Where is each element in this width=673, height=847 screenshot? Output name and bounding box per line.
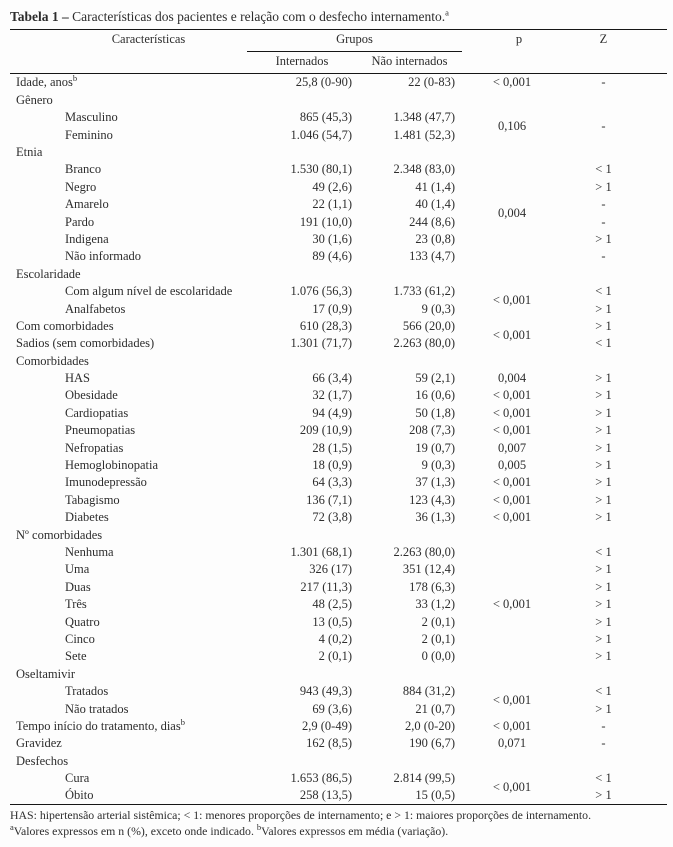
value-internados: 17 (0,9) bbox=[312, 301, 352, 316]
value-p: 0,005 bbox=[497, 458, 527, 473]
value-z: > 1 bbox=[595, 440, 612, 455]
value-p: 0,004 bbox=[497, 371, 527, 386]
value-nao-internados: 884 (31,2) bbox=[402, 684, 455, 699]
header-characteristics: Características bbox=[111, 32, 186, 46]
table-row bbox=[10, 231, 667, 248]
value-internados: 2 (0,1) bbox=[318, 649, 352, 664]
row-label: Tabagismo bbox=[65, 492, 120, 507]
row-label: Gravidez bbox=[16, 736, 62, 751]
table-row bbox=[10, 335, 667, 352]
value-z: > 1 bbox=[595, 579, 612, 594]
value-nao-internados: 1.348 (47,7) bbox=[393, 110, 455, 125]
table-row bbox=[10, 283, 667, 300]
value-internados: 25,8 (0-90) bbox=[295, 75, 352, 90]
table-row bbox=[10, 178, 667, 195]
table-row bbox=[10, 578, 667, 595]
row-label: Sete bbox=[65, 649, 87, 664]
value-p: 0,071 bbox=[497, 736, 527, 751]
value-internados: 1.301 (68,1) bbox=[290, 544, 352, 559]
section-label: Oseltamivir bbox=[16, 666, 76, 681]
row-label: Não informado bbox=[65, 249, 142, 264]
table-row bbox=[10, 213, 667, 230]
row-label: Masculino bbox=[65, 110, 118, 125]
row-label: Hemoglobinopatia bbox=[65, 458, 159, 473]
table-row bbox=[10, 370, 667, 387]
value-internados: 2,9 (0-49) bbox=[302, 718, 352, 733]
row-label: Sadios (sem comorbidades) bbox=[16, 336, 155, 351]
value-internados: 30 (1,6) bbox=[312, 231, 352, 246]
value-z: - bbox=[601, 249, 606, 264]
value-nao-internados: 23 (0,8) bbox=[415, 231, 455, 246]
section-label: Etnia bbox=[16, 145, 43, 159]
value-p: < 0,001 bbox=[492, 405, 532, 420]
table-body bbox=[10, 74, 667, 805]
value-z: > 1 bbox=[595, 179, 612, 194]
section-label: Comorbidades bbox=[16, 353, 89, 368]
value-p: < 0,001 bbox=[492, 475, 532, 490]
value-nao-internados: 21 (0,7) bbox=[415, 701, 455, 716]
value-internados: 28 (1,5) bbox=[312, 440, 352, 455]
value-internados: 18 (0,9) bbox=[312, 458, 352, 473]
section-label: Escolaridade bbox=[16, 266, 81, 281]
value-nao-internados: 9 (0,3) bbox=[421, 458, 455, 473]
table-row bbox=[10, 561, 667, 578]
table-row bbox=[10, 317, 667, 334]
row-label: Feminino bbox=[65, 127, 113, 142]
value-nao-internados: 0 (0,0) bbox=[421, 649, 455, 664]
section-label: Gênero bbox=[16, 92, 53, 107]
value-internados: 1.301 (71,7) bbox=[290, 336, 352, 351]
row-label: Cura bbox=[65, 771, 90, 786]
value-nao-internados: 2.263 (80,0) bbox=[393, 336, 455, 351]
value-z: < 1 bbox=[595, 162, 612, 177]
header-internados: Internados bbox=[275, 54, 329, 68]
value-nao-internados: 2 (0,1) bbox=[421, 614, 455, 629]
value-z: > 1 bbox=[595, 614, 612, 629]
value-z: > 1 bbox=[595, 423, 612, 438]
value-z: < 1 bbox=[595, 336, 612, 351]
row-label: Óbito bbox=[65, 788, 94, 803]
value-z: > 1 bbox=[595, 701, 612, 716]
footnote-superscript-b: b bbox=[256, 821, 262, 832]
row-label: Obesidade bbox=[65, 388, 118, 403]
value-z: - bbox=[601, 214, 606, 229]
value-z: > 1 bbox=[595, 231, 612, 246]
value-z: > 1 bbox=[595, 371, 612, 386]
section-label: Desfechos bbox=[16, 753, 69, 768]
table-row bbox=[10, 735, 667, 752]
table-row bbox=[10, 509, 667, 526]
value-internados: 22 (1,1) bbox=[312, 197, 352, 212]
value-internados: 1.653 (86,5) bbox=[290, 771, 352, 786]
value-z: > 1 bbox=[595, 649, 612, 664]
value-internados: 1.076 (56,3) bbox=[290, 284, 352, 299]
value-nao-internados: 37 (1,3) bbox=[415, 475, 455, 490]
footnotes bbox=[10, 808, 667, 839]
value-nao-internados: 40 (1,4) bbox=[415, 197, 455, 212]
row-label: Analfabetos bbox=[65, 301, 126, 316]
table-row bbox=[10, 544, 667, 561]
header-p: p bbox=[515, 32, 523, 46]
row-label: Quatro bbox=[65, 614, 100, 629]
value-internados: 1.046 (54,7) bbox=[290, 127, 352, 142]
value-internados: 191 (10,0) bbox=[299, 214, 352, 229]
value-p: < 0,001 bbox=[492, 597, 532, 612]
table-row bbox=[10, 248, 667, 265]
header-groups: Grupos bbox=[247, 30, 462, 52]
header-nao-internados: Não internados bbox=[371, 54, 448, 68]
value-internados: 209 (10,9) bbox=[299, 423, 352, 438]
table-row bbox=[10, 631, 667, 648]
value-z: > 1 bbox=[595, 492, 612, 507]
header-z: Z bbox=[599, 32, 608, 46]
table-row bbox=[10, 265, 667, 282]
value-internados: 48 (2,5) bbox=[312, 597, 352, 612]
table-row bbox=[10, 196, 667, 213]
value-p: < 0,001 bbox=[492, 692, 532, 707]
value-nao-internados: 33 (1,2) bbox=[415, 597, 455, 612]
row-label: Com algum nível de escolaridade bbox=[65, 284, 233, 299]
value-nao-internados: 9 (0,3) bbox=[421, 301, 455, 316]
value-p: < 0,001 bbox=[492, 423, 532, 438]
value-internados: 66 (3,4) bbox=[312, 371, 352, 386]
row-label: Amarelo bbox=[65, 197, 109, 212]
value-nao-internados: 208 (7,3) bbox=[409, 423, 455, 438]
table-row bbox=[10, 491, 667, 508]
value-nao-internados: 133 (4,7) bbox=[409, 249, 455, 264]
value-internados: 64 (3,3) bbox=[312, 475, 352, 490]
value-internados: 136 (7,1) bbox=[306, 492, 352, 507]
value-p: < 0,001 bbox=[492, 75, 532, 90]
section-label: Nº comorbidades bbox=[16, 527, 103, 542]
value-nao-internados: 1.481 (52,3) bbox=[393, 127, 455, 142]
value-z: - bbox=[601, 718, 606, 733]
value-z: > 1 bbox=[595, 405, 612, 420]
value-internados: 610 (28,3) bbox=[299, 318, 352, 333]
value-internados: 258 (13,5) bbox=[299, 788, 352, 803]
value-p: < 0,001 bbox=[492, 327, 532, 342]
value-nao-internados: 244 (8,6) bbox=[409, 214, 455, 229]
table-row bbox=[10, 457, 667, 474]
value-p: < 0,001 bbox=[492, 718, 532, 733]
value-z: < 1 bbox=[595, 684, 612, 699]
value-nao-internados: 36 (1,3) bbox=[415, 510, 455, 525]
table-row bbox=[10, 665, 667, 682]
row-label: Nenhuma bbox=[65, 544, 114, 559]
table-row bbox=[10, 787, 667, 805]
value-nao-internados: 41 (1,4) bbox=[415, 179, 455, 194]
table-row bbox=[10, 752, 667, 769]
table-row bbox=[10, 700, 667, 717]
row-label: Branco bbox=[65, 162, 102, 177]
value-z: > 1 bbox=[595, 318, 612, 333]
header-row-1 bbox=[10, 30, 667, 52]
value-z: < 1 bbox=[595, 771, 612, 786]
patients-table bbox=[10, 29, 667, 805]
row-label: Duas bbox=[65, 579, 91, 594]
value-z: > 1 bbox=[595, 388, 612, 403]
row-label: Com comorbidades bbox=[16, 318, 114, 333]
value-internados: 72 (3,8) bbox=[312, 510, 352, 525]
value-nao-internados: 19 (0,7) bbox=[415, 440, 455, 455]
value-internados: 89 (4,6) bbox=[312, 249, 352, 264]
value-internados: 4 (0,2) bbox=[318, 631, 352, 646]
row-label: Indigena bbox=[65, 231, 109, 246]
table-row bbox=[10, 91, 667, 108]
value-internados: 69 (3,6) bbox=[312, 701, 352, 716]
value-internados: 217 (11,3) bbox=[300, 579, 352, 594]
table-title-superscript: a bbox=[445, 7, 449, 18]
value-nao-internados: 2.263 (80,0) bbox=[393, 544, 455, 559]
value-z: > 1 bbox=[595, 562, 612, 577]
row-label: Cinco bbox=[65, 631, 95, 646]
table-header bbox=[10, 30, 667, 74]
table-row bbox=[10, 144, 667, 161]
value-internados: 162 (8,5) bbox=[306, 736, 352, 751]
value-internados: 326 (17) bbox=[309, 562, 352, 577]
value-nao-internados: 2,0 (0-20) bbox=[405, 718, 455, 733]
table-title-text: Características dos pacientes e relação com o desfecho internamento. bbox=[68, 9, 446, 24]
value-z: - bbox=[601, 197, 606, 212]
table-row bbox=[10, 648, 667, 665]
table-row bbox=[10, 404, 667, 421]
table-row bbox=[10, 387, 667, 404]
value-internados: 943 (49,3) bbox=[299, 684, 352, 699]
table-row bbox=[10, 717, 667, 734]
value-nao-internados: 16 (0,6) bbox=[415, 388, 455, 403]
footnote-line-2 bbox=[10, 821, 667, 840]
row-label: Negro bbox=[65, 179, 97, 194]
row-label: Diabetes bbox=[65, 510, 109, 525]
value-z: < 1 bbox=[595, 284, 612, 299]
footnote-b-text: Valores expressos em média (variação). bbox=[261, 823, 449, 838]
table-row bbox=[10, 74, 667, 92]
value-z: > 1 bbox=[595, 475, 612, 490]
value-p: 0,007 bbox=[497, 440, 527, 455]
footnote-superscript-a: a bbox=[10, 821, 14, 832]
row-label: HAS bbox=[65, 371, 91, 386]
value-nao-internados: 22 (0-83) bbox=[408, 75, 455, 90]
value-nao-internados: 50 (1,8) bbox=[415, 405, 455, 420]
row-label: Pneumopatias bbox=[65, 423, 136, 438]
table-row bbox=[10, 439, 667, 456]
row-label: Não tratados bbox=[65, 701, 129, 716]
value-p: < 0,001 bbox=[492, 779, 532, 794]
value-p: < 0,001 bbox=[492, 388, 532, 403]
value-z: < 1 bbox=[595, 544, 612, 559]
table-row bbox=[10, 300, 667, 317]
row-label: Cardiopatias bbox=[65, 405, 129, 420]
value-z: > 1 bbox=[595, 510, 612, 525]
value-z: > 1 bbox=[595, 301, 612, 316]
table-row bbox=[10, 352, 667, 369]
value-nao-internados: 15 (0,5) bbox=[415, 788, 455, 803]
footnote-a-text: Valores expressos em n (%), exceto onde indicado. bbox=[13, 823, 257, 838]
table-row bbox=[10, 161, 667, 178]
value-nao-internados: 123 (4,3) bbox=[409, 492, 455, 507]
value-internados: 32 (1,7) bbox=[312, 388, 352, 403]
value-internados: 1.530 (80,1) bbox=[290, 162, 352, 177]
footnote-line-1: HAS: hipertensão arterial sistêmica; < 1: menores proporções de internamento; e > 1: maiores proporções de internamento. bbox=[10, 808, 592, 823]
row-label: Três bbox=[65, 597, 87, 612]
value-z: - bbox=[601, 75, 606, 90]
row-label: Idade, anos$^b$ bbox=[16, 73, 78, 90]
row-label: Imunodepressão bbox=[65, 475, 147, 490]
value-z: > 1 bbox=[595, 788, 612, 803]
value-internados: 865 (45,3) bbox=[299, 110, 352, 125]
value-nao-internados: 59 (2,1) bbox=[415, 371, 455, 386]
table-row bbox=[10, 109, 667, 126]
value-nao-internados: 1.733 (61,2) bbox=[393, 284, 455, 299]
value-nao-internados: 2.348 (83,0) bbox=[393, 162, 455, 177]
row-label: Pardo bbox=[65, 214, 95, 229]
value-nao-internados: 2.814 (99,5) bbox=[393, 771, 455, 786]
value-p: < 0,001 bbox=[492, 492, 532, 507]
value-p: 0,106 bbox=[497, 118, 527, 133]
table-title bbox=[10, 7, 667, 26]
row-label: Tempo início do tratamento, dias$^b$ bbox=[16, 716, 185, 733]
table-row bbox=[10, 474, 667, 491]
value-internados: 13 (0,5) bbox=[312, 614, 352, 629]
value-nao-internados: 2 (0,1) bbox=[421, 631, 455, 646]
value-nao-internados: 566 (20,0) bbox=[402, 318, 455, 333]
value-z: - bbox=[601, 736, 606, 751]
table-row bbox=[10, 422, 667, 439]
value-z: - bbox=[601, 118, 606, 133]
value-nao-internados: 351 (12,4) bbox=[402, 562, 455, 577]
table-row bbox=[10, 683, 667, 700]
value-p: < 0,001 bbox=[492, 292, 532, 307]
table-row bbox=[10, 770, 667, 787]
row-label: Uma bbox=[65, 562, 90, 577]
value-z: > 1 bbox=[595, 458, 612, 473]
row-label: Nefropatias bbox=[65, 440, 124, 455]
value-internados: 49 (2,6) bbox=[312, 179, 352, 194]
value-z: > 1 bbox=[595, 597, 612, 612]
row-label: Tratados bbox=[65, 684, 109, 699]
table-row bbox=[10, 526, 667, 543]
table-row bbox=[10, 596, 667, 613]
value-z: > 1 bbox=[595, 631, 612, 646]
table-title-label: Tabela 1 – bbox=[10, 9, 69, 24]
value-internados: 94 (4,9) bbox=[312, 405, 352, 420]
value-p: < 0,001 bbox=[492, 510, 532, 525]
value-nao-internados: 178 (6,3) bbox=[409, 579, 455, 594]
value-nao-internados: 190 (6,7) bbox=[409, 736, 455, 751]
value-p: 0,004 bbox=[497, 205, 527, 220]
table-row bbox=[10, 613, 667, 630]
